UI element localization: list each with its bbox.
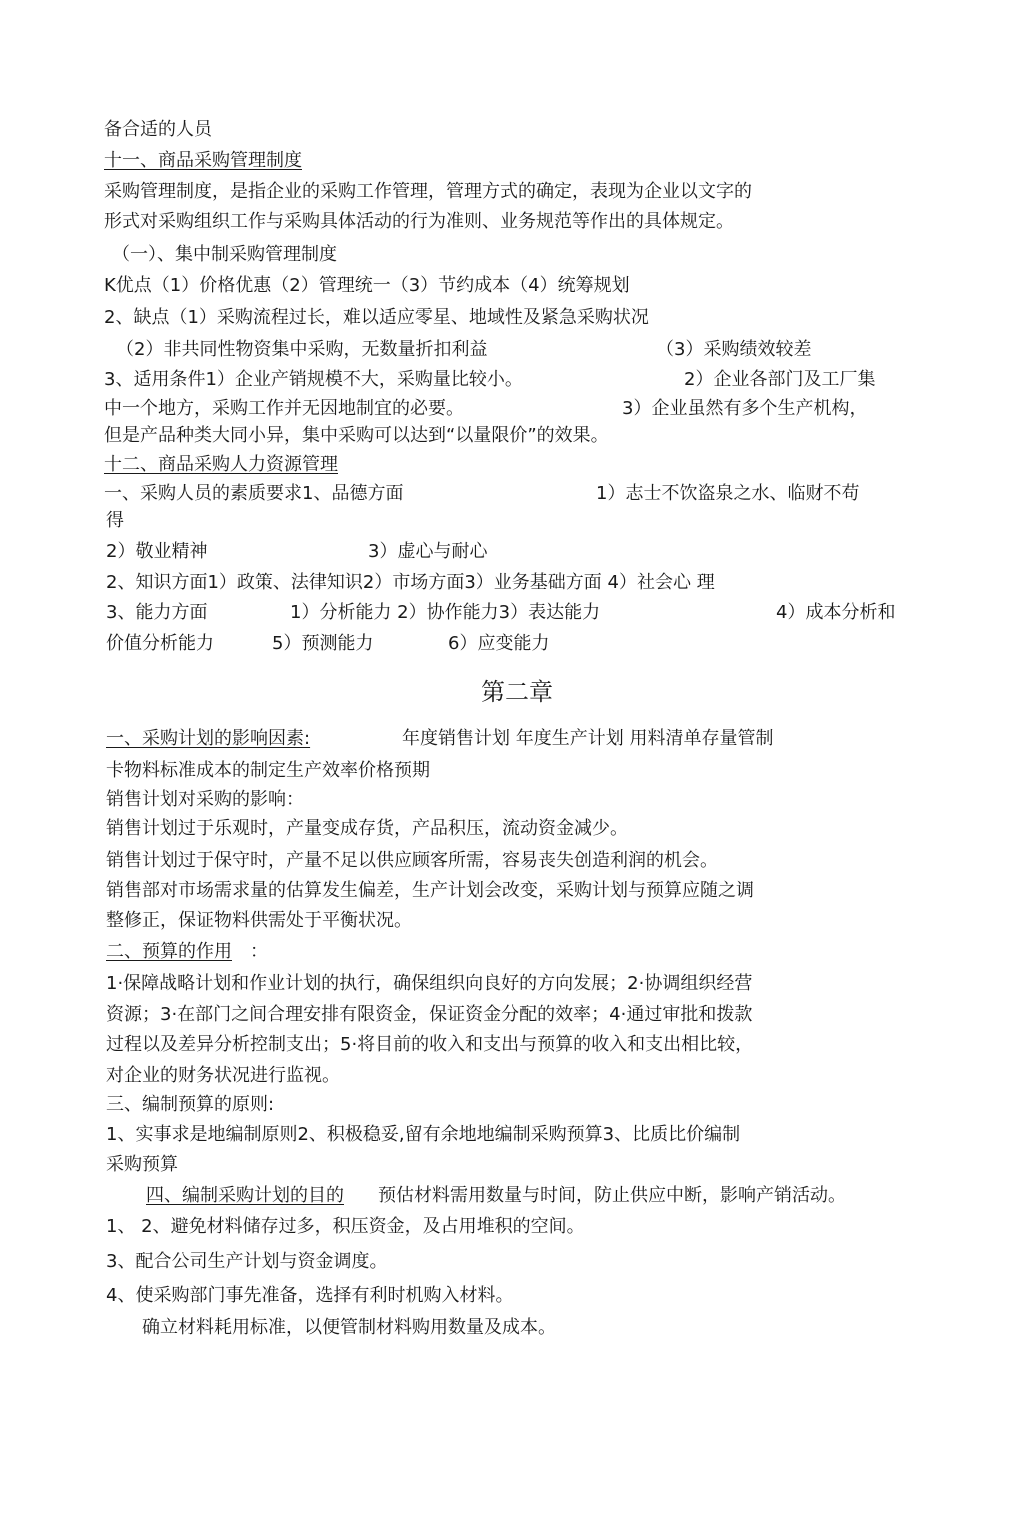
text-line: 4）成本分析和: [776, 602, 896, 623]
text-line: 销售部对市场需求量的估算发生偏差，生产计划会改变，采购计划与预算应随之调: [106, 880, 754, 901]
text-line: 过程以及差异分析控制支出；5·将目前的收入和支出与预算的收入和支出相比较，: [106, 1034, 754, 1055]
section-heading: 四、编制采购计划的目的: [146, 1185, 344, 1206]
text-line: 年度销售计划 年度生产计划 用料清单存量管制: [402, 728, 774, 749]
list-item: 确立材料耗用标准，以便管制材料购用数量及成本。: [142, 1317, 556, 1338]
text-line: 1）分析能力 2）协作能力3）表达能力: [290, 602, 601, 623]
text-line: 1·保障战略计划和作业计划的执行，确保组织向良好的方向发展；2·协调组织经营: [106, 973, 753, 994]
section-heading: 二、预算的作用: [106, 941, 232, 962]
text-line: 采购预算: [106, 1154, 178, 1175]
text-line: 1、实事求是地编制原则2、积极稳妥,留有余地地编制采购预算3、比质比价编制: [106, 1124, 741, 1145]
text-line: 2）企业各部门及工厂集: [684, 369, 876, 390]
text-line: 备合适的人员: [104, 119, 212, 140]
text-line: （3）采购绩效较差: [656, 339, 812, 360]
text-line: 一、采购人员的素质要求1、品德方面: [104, 483, 404, 504]
list-item: 3、配合公司生产计划与资金调度。: [106, 1251, 388, 1272]
text-line: 中一个地方，采购工作并无因地制宜的必要。: [104, 398, 464, 419]
text-line: 形式对采购组织工作与采购具体活动的行为准则、业务规范等作出的具体规定。: [104, 211, 734, 232]
text-line: ：: [250, 941, 268, 962]
text-line: 销售计划过于保守时，产量不足以供应顾客所需，容易丧失创造利润的机会。: [106, 850, 718, 871]
text-line: 价值分析能力: [106, 633, 214, 654]
section-heading: 一、采购计划的影响因素:: [106, 728, 311, 749]
text-line: 3、适用条件1）企业产销规模不大，采购量比较小。: [104, 369, 523, 390]
text-line: 采购管理制度，是指企业的采购工作管理，管理方式的确定，表现为企业以文字的: [104, 181, 752, 202]
list-item: 1、 2、避免材料储存过多，积压资金，及占用堆积的空间。: [106, 1216, 585, 1237]
text-line: 6）应变能力: [448, 633, 550, 654]
section-heading: 十一、商品采购管理制度: [104, 150, 302, 171]
text-line: 销售计划过于乐观时，产量变成存货，产品积压，流动资金减少。: [106, 818, 628, 839]
text-line: 3、能力方面: [106, 602, 208, 623]
text-line: 3）企业虽然有多个生产机构，: [622, 398, 868, 419]
text-line: 得: [106, 510, 124, 531]
text-line: 整修正，保证物料供需处于平衡状况。: [106, 910, 412, 931]
text-line: 2、知识方面1）政策、法律知识2）市场方面3）业务基础方面 4）社会心 理: [106, 572, 715, 593]
subsection-heading: （一）、集中制采购管理制度: [112, 244, 337, 265]
text-line: 预估材料需用数量与时间，防止供应中断，影响产销活动。: [378, 1185, 846, 1206]
section-heading: 三、编制预算的原则:: [106, 1094, 275, 1115]
text-line: 2、缺点（1）采购流程过长，难以适应零星、地域性及紧急采购状况: [104, 307, 649, 328]
text-line: 2）敬业精神: [106, 541, 208, 562]
text-line: （2）非共同性物资集中采购，无数量折扣利益: [116, 339, 488, 360]
text-line: 销售计划对采购的影响：: [106, 789, 304, 810]
text-line: 卡物料标准成本的制定生产效率价格预期: [106, 760, 430, 781]
chapter-title: 第二章: [481, 678, 553, 706]
text-line: 资源；3·在部门之间合理安排有限资金，保证资金分配的效率；4·通过审批和拨款: [106, 1004, 753, 1025]
text-line: K优点（1）价格优惠（2）管理统一（3）节约成本（4）统筹规划: [104, 275, 630, 296]
text-line: 但是产品种类大同小异，集中采购可以达到“以量限价”的效果。: [104, 425, 609, 446]
list-item: 4、使采购部门事先准备，选择有利时机购入材料。: [106, 1285, 514, 1306]
text-line: 1）志士不饮盗泉之水、临财不苟: [596, 483, 860, 504]
section-heading: 十二、商品采购人力资源管理: [104, 454, 338, 475]
text-line: 3）虚心与耐心: [368, 541, 488, 562]
text-line: 对企业的财务状况进行监视。: [106, 1065, 340, 1086]
text-line: 5）预测能力: [272, 633, 374, 654]
